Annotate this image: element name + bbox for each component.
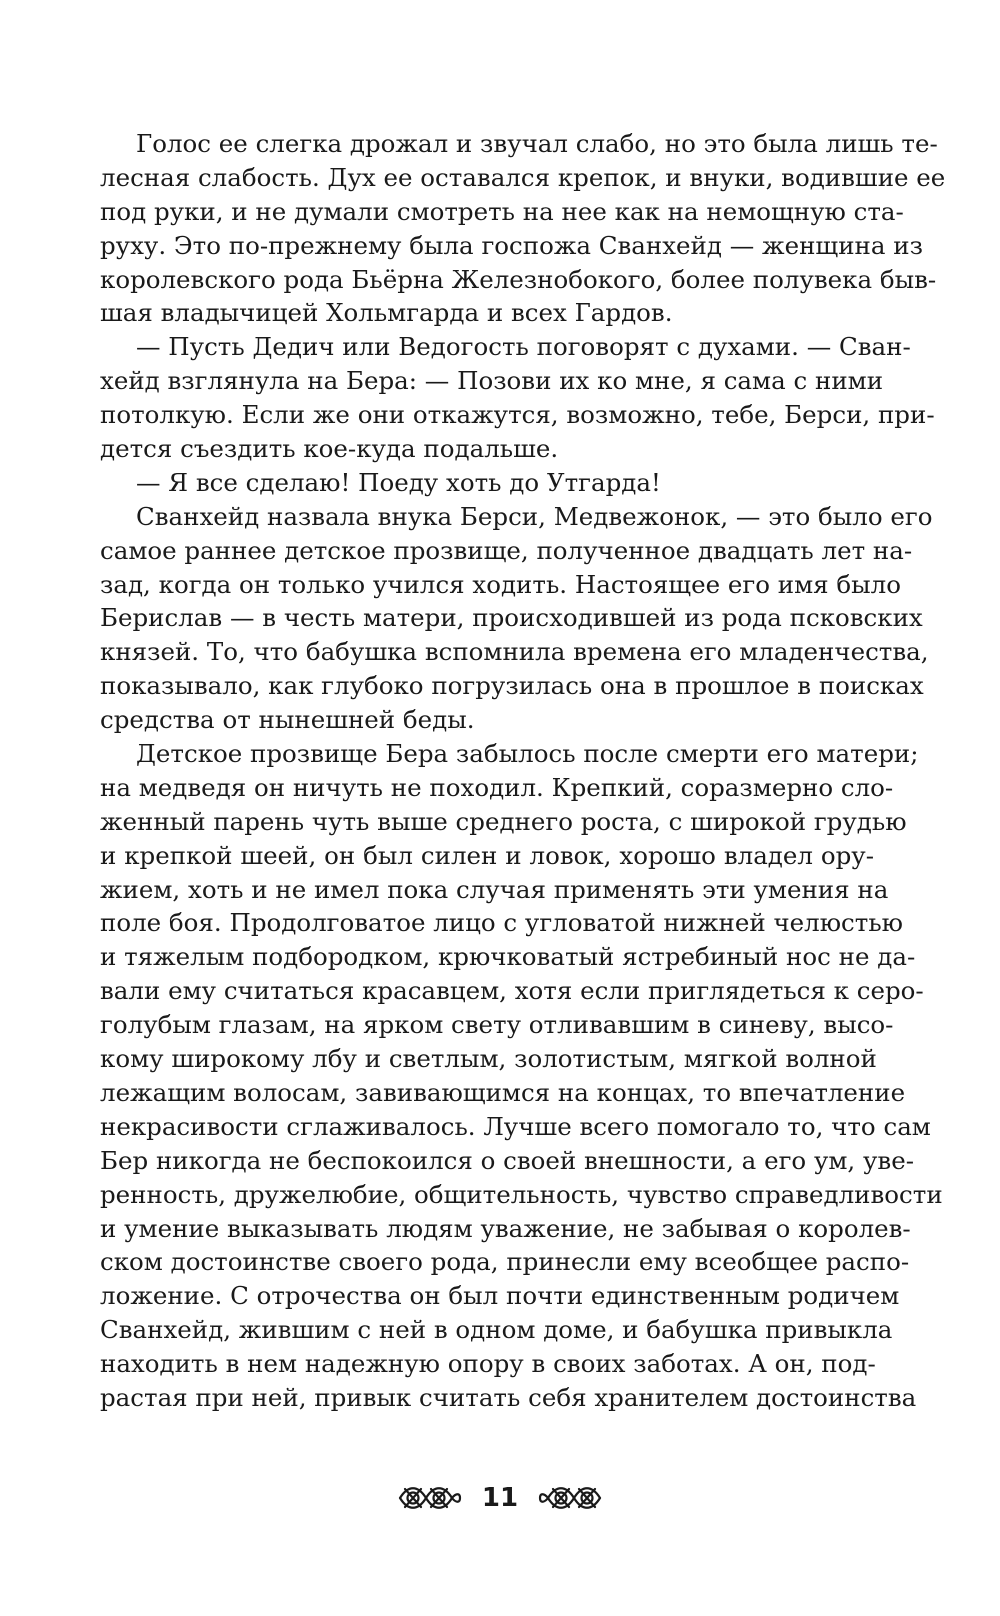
celtic-knot-ornament-icon	[538, 1481, 604, 1515]
text-line: Бер никогда не беспокоился о своей внешности, а его ум, уве-	[100, 1145, 914, 1175]
text-line: Берислав — в честь матери, происходившей из рода псковских	[100, 603, 923, 633]
text-line: средства от нынешней беды.	[100, 705, 475, 735]
text-line: лежащим волосам, завивающимся на концах, то впечатление	[100, 1077, 906, 1107]
text-line: Голос ее слегка дрожал и звучал слабо, но это была лишь те-	[136, 129, 938, 158]
text-line: князей. То, что бабушка вспомнила времена его младенчества,	[100, 637, 929, 667]
text-line: растая при ней, привык считать себя хранителем достоинства	[100, 1382, 917, 1412]
text-line: Сванхейд, жившим с ней в одном доме, и бабушка привыкла	[100, 1315, 893, 1345]
text-line: руху. Это по-прежнему была госпожа Сванхейд — женщина из	[100, 230, 923, 260]
text-line: и крепкой шеей, он был силен и ловок, хорошо владел ору-	[100, 840, 874, 870]
text-line: под руки, и не думали смотреть на нее как на немощную ста-	[100, 196, 904, 226]
text-line: шая владычицей Хольмгарда и всех Гардов.	[100, 298, 673, 328]
text-line: — Пусть Дедич или Ведогость поговорят с духами. — Сван-	[136, 332, 911, 362]
text-line: лесная слабость. Дух ее оставался крепок, и внуки, водившие ее	[100, 162, 946, 192]
text-line: показывало, как глубоко погрузилась она в прошлое в поисках	[100, 671, 924, 701]
text-line: женный парень чуть выше среднего роста, с широкой грудью	[100, 806, 907, 836]
text-line: находить в нем надежную опору в своих заботах. А он, под-	[100, 1349, 876, 1379]
celtic-knot-ornament-icon	[396, 1481, 462, 1515]
page-number: 11	[481, 1483, 519, 1513]
text-line: некрасивости сглаживалось. Лучше всего помогало то, что сам	[100, 1111, 931, 1141]
text-line: ренность, дружелюбие, общительность, чувство справедливости	[100, 1179, 943, 1209]
text-line: хейд взглянула на Бера: — Позови их ко мне, я сама с ними	[100, 366, 884, 396]
text-line: ском достоинстве своего рода, принесли ему всеобщее распо-	[100, 1247, 910, 1277]
text-line: зад, когда он только учился ходить. Настоящее его имя было	[100, 569, 901, 599]
text-line: на медведя он ничуть не походил. Крепкий, соразмерно сло-	[100, 772, 894, 802]
text-line: потолкую. Если же они откажутся, возможно, тебе, Берси, при-	[100, 400, 935, 430]
text-line: самое раннее детское прозвище, полученное двадцать лет на-	[100, 535, 913, 565]
text-line: королевского рода Бьёрна Железнобокого, более полувека быв-	[100, 264, 937, 294]
text-line: Сванхейд назвала внука Берси, Медвежонок, — это было его	[136, 501, 933, 531]
text-line: голубым глазам, на ярком свету отливавшим в синеву, высо-	[100, 1010, 894, 1040]
text-line: — Я все сделаю! Поеду хоть до Утгарда!	[136, 467, 661, 497]
body-text	[100, 127, 946, 1415]
text-line: кому широкому лбу и светлым, золотистым, мягкой волной	[100, 1044, 877, 1074]
text-line: дется съездить кое-куда подальше.	[100, 434, 559, 464]
page-footer	[0, 1474, 1000, 1522]
text-line: вали ему считаться красавцем, хотя если приглядеться к серо-	[100, 976, 924, 1006]
text-line: и тяжелым подбородком, крючковатый ястребиный нос не да-	[100, 942, 916, 972]
text-line: ложение. С отрочества он был почти единственным родичем	[100, 1281, 900, 1311]
text-line: Детское прозвище Бера забылось после смерти его матери;	[136, 739, 919, 769]
text-line: поле боя. Продолговатое лицо с угловатой нижней челюстью	[100, 908, 903, 938]
text-line: жием, хоть и не имел пока случая применять эти умения на	[100, 874, 889, 904]
text-line: и умение выказывать людям уважение, не забывая о королев-	[100, 1213, 911, 1243]
